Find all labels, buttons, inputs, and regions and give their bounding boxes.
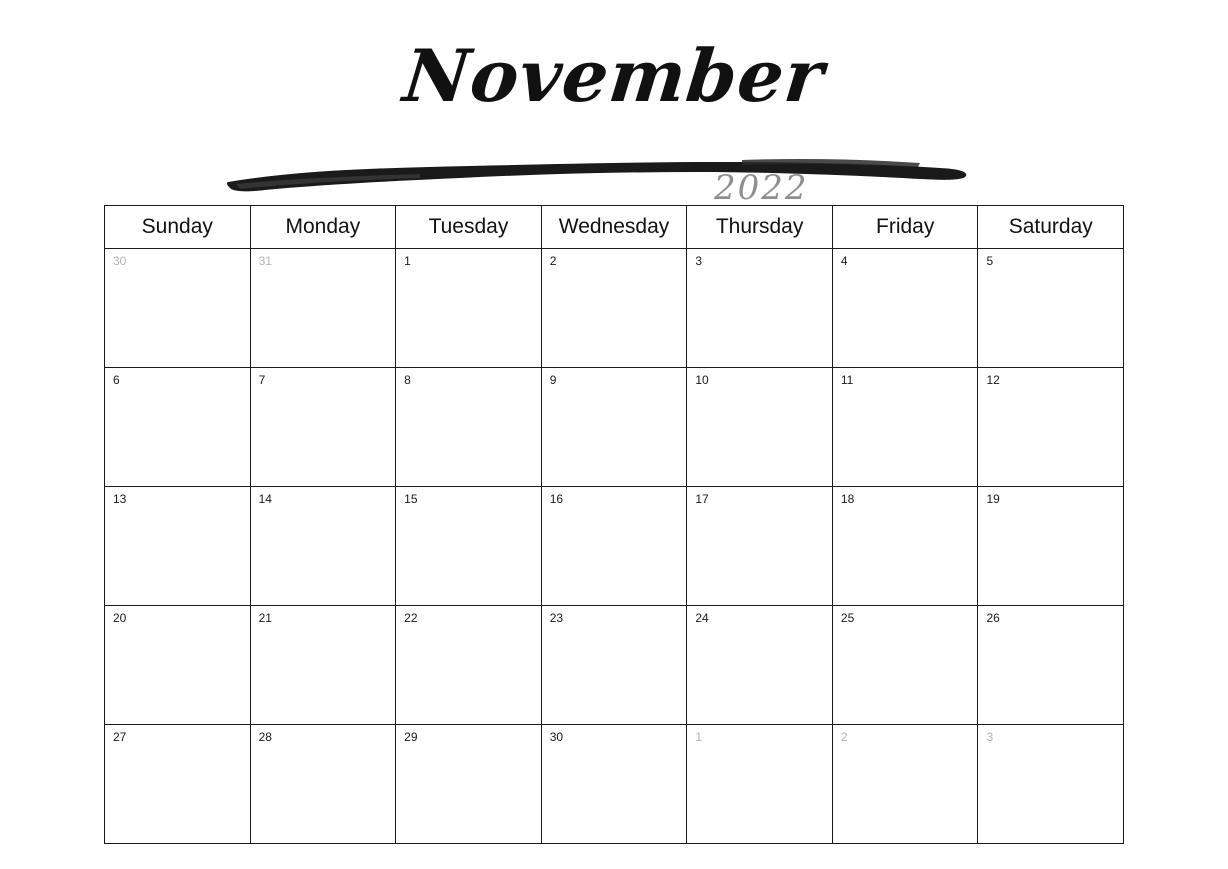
- day-note[interactable]: [404, 630, 541, 640]
- day-cell[interactable]: [251, 606, 397, 724]
- week-row: [105, 606, 1123, 725]
- day-number: 9: [549, 373, 557, 387]
- day-cell[interactable]: [687, 249, 833, 367]
- day-number: 4: [840, 254, 848, 268]
- day-number: 10: [695, 373, 709, 387]
- day-number: 30: [549, 730, 564, 744]
- weekday-header-thursday: Thursday: [687, 206, 833, 248]
- day-number: 28: [258, 730, 272, 744]
- weekday-header-saturday: Saturday: [1008, 215, 1093, 238]
- day-number: 3: [986, 730, 994, 744]
- day-note[interactable]: [986, 630, 1123, 640]
- day-cell[interactable]: [687, 725, 833, 843]
- day-note[interactable]: [113, 630, 250, 640]
- day-note[interactable]: [259, 511, 396, 521]
- day-cell[interactable]: [687, 368, 833, 486]
- day-cell[interactable]: [105, 368, 251, 486]
- day-note[interactable]: [550, 749, 687, 759]
- day-cell[interactable]: [687, 487, 833, 605]
- day-number: 7: [258, 373, 266, 387]
- day-note[interactable]: [550, 511, 687, 521]
- day-cell[interactable]: [251, 725, 397, 843]
- day-note[interactable]: [404, 749, 541, 759]
- day-note[interactable]: [695, 630, 832, 640]
- day-number: 22: [404, 611, 418, 625]
- day-number: 16: [549, 492, 564, 506]
- weekday-header-sunday: Sunday: [105, 206, 251, 248]
- weekday-header-friday: Friday: [833, 206, 979, 248]
- day-cell[interactable]: [251, 368, 397, 486]
- brush-stroke-underline-icon: [0, 100, 1228, 220]
- day-number: 27: [113, 730, 127, 744]
- day-cell[interactable]: [105, 249, 251, 367]
- day-note[interactable]: [986, 511, 1123, 521]
- day-cell[interactable]: [542, 725, 688, 843]
- day-number: 12: [986, 373, 1000, 387]
- day-number: 13: [113, 492, 127, 506]
- day-number: 3: [695, 254, 702, 268]
- day-number: 23: [549, 611, 564, 625]
- day-cell[interactable]: [105, 606, 251, 724]
- day-cell[interactable]: [251, 487, 397, 605]
- day-cell[interactable]: [833, 249, 979, 367]
- week-row: [105, 725, 1123, 843]
- day-number: 31: [258, 254, 272, 268]
- day-number: 15: [404, 492, 418, 506]
- day-note[interactable]: [841, 273, 978, 283]
- calendar-body: [105, 249, 1123, 843]
- week-row: [105, 368, 1123, 487]
- day-note[interactable]: [550, 630, 687, 640]
- day-number: 1: [404, 254, 411, 268]
- day-cell[interactable]: [396, 368, 542, 486]
- day-number: 8: [404, 373, 411, 387]
- day-note[interactable]: [841, 630, 978, 640]
- day-cell[interactable]: [396, 487, 542, 605]
- day-note[interactable]: [113, 749, 250, 759]
- day-note[interactable]: [113, 273, 250, 283]
- day-note[interactable]: [695, 392, 832, 402]
- day-number: 29: [404, 730, 418, 744]
- day-cell[interactable]: [833, 368, 979, 486]
- weekday-header-wednesday: Wednesday: [542, 206, 688, 248]
- year-label: 2022: [714, 168, 809, 208]
- day-note[interactable]: [841, 749, 978, 759]
- day-number: 21: [258, 611, 272, 625]
- day-number: 2: [549, 254, 557, 268]
- day-cell[interactable]: [978, 249, 1123, 367]
- day-note[interactable]: [113, 392, 250, 402]
- day-cell[interactable]: [105, 725, 251, 843]
- day-cell[interactable]: [978, 487, 1123, 605]
- day-cell[interactable]: [978, 368, 1123, 486]
- day-cell[interactable]: [978, 606, 1123, 724]
- day-cell[interactable]: [251, 249, 397, 367]
- day-note[interactable]: [986, 392, 1123, 402]
- weekday-header-tuesday: Tuesday: [396, 206, 542, 248]
- day-number: 18: [840, 492, 855, 506]
- day-number: 25: [840, 611, 855, 625]
- day-number: 11: [840, 373, 854, 387]
- day-cell[interactable]: [542, 249, 688, 367]
- day-number: 2: [840, 730, 848, 744]
- day-number: 17: [695, 492, 709, 506]
- day-note[interactable]: [550, 392, 687, 402]
- day-cell[interactable]: [833, 725, 979, 843]
- day-note[interactable]: [986, 273, 1123, 283]
- day-number: 19: [986, 492, 1000, 506]
- day-cell[interactable]: [833, 487, 979, 605]
- day-cell[interactable]: [396, 249, 542, 367]
- day-cell[interactable]: [396, 606, 542, 724]
- day-note[interactable]: [259, 392, 396, 402]
- day-cell[interactable]: [105, 487, 251, 605]
- day-cell[interactable]: [542, 368, 688, 486]
- day-note[interactable]: [695, 511, 832, 521]
- day-cell[interactable]: [833, 606, 979, 724]
- calendar-grid: [104, 205, 1124, 844]
- day-note[interactable]: [550, 273, 687, 283]
- day-note[interactable]: [259, 630, 396, 640]
- week-row: [105, 249, 1123, 368]
- day-cell[interactable]: [542, 606, 688, 724]
- day-number: 30: [113, 254, 127, 268]
- day-note[interactable]: [404, 511, 541, 521]
- day-note[interactable]: [695, 749, 832, 759]
- weekday-header-monday: Monday: [251, 206, 397, 248]
- day-number: 14: [258, 492, 272, 506]
- day-note[interactable]: [986, 749, 1123, 759]
- day-cell[interactable]: [542, 487, 688, 605]
- page-title: November: [399, 33, 829, 118]
- day-note[interactable]: [404, 392, 541, 402]
- day-number: 20: [113, 611, 127, 625]
- calendar-header: [0, 33, 1228, 208]
- week-row: [105, 487, 1123, 606]
- day-cell[interactable]: [978, 725, 1123, 843]
- day-number: 26: [986, 611, 1000, 625]
- day-note[interactable]: [404, 273, 541, 283]
- day-note[interactable]: [841, 392, 978, 402]
- day-note[interactable]: [841, 511, 978, 521]
- day-cell[interactable]: [396, 725, 542, 843]
- day-number: 1: [695, 730, 702, 744]
- day-number: 24: [695, 611, 709, 625]
- day-note[interactable]: [113, 511, 250, 521]
- day-number: 6: [113, 373, 120, 387]
- day-note[interactable]: [259, 273, 396, 283]
- day-number: 5: [986, 254, 994, 268]
- day-note[interactable]: [695, 273, 832, 283]
- day-note[interactable]: [259, 749, 396, 759]
- day-cell[interactable]: [687, 606, 833, 724]
